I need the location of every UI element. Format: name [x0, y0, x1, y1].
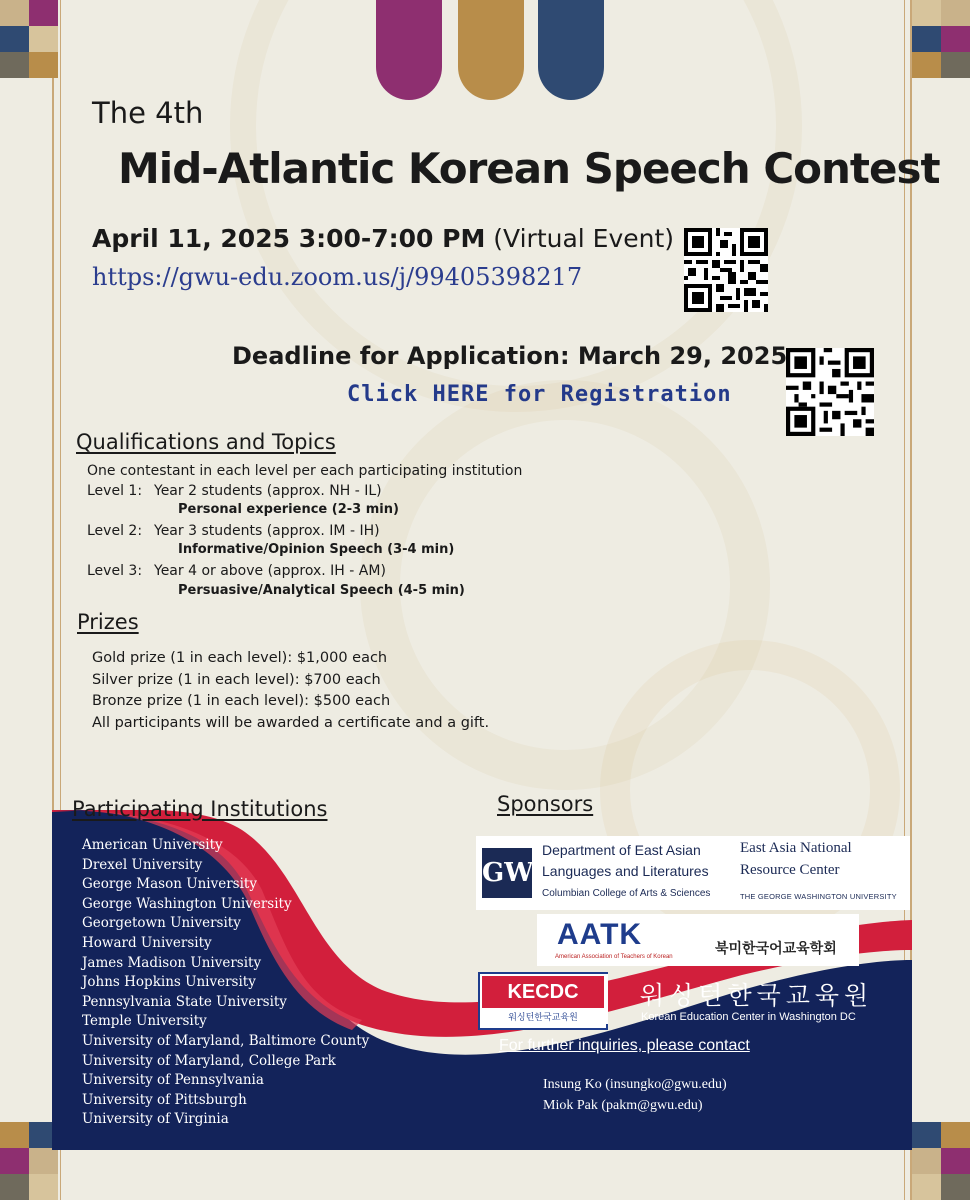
prize-silver: Silver prize (1 in each level): $700 each: [92, 671, 381, 688]
event-date-note: (Virtual Event): [493, 224, 675, 253]
edition-label: The 4th: [92, 96, 204, 130]
level-3-topic: Persuasive/Analytical Speech (4-5 min): [178, 583, 465, 598]
level-1-description: Year 2 students (approx. NH - IL): [154, 483, 382, 499]
kecdc-logo: [478, 972, 608, 1030]
application-deadline: Deadline for Application: March 29, 2025: [232, 342, 788, 370]
gw-center-line2: Resource Center: [740, 862, 840, 878]
level-1-topic: Personal experience (2-3 min): [178, 502, 399, 517]
kecdc-english-name: Korean Education Center in Washington DC: [641, 1011, 856, 1023]
decorative-pill-gold: [458, 0, 524, 100]
list-item: University of Virginia: [82, 1111, 229, 1128]
gw-dept-line1: Department of East Asian: [542, 842, 701, 858]
decorative-pill-navy: [538, 0, 604, 100]
institution-list: [82, 836, 369, 1130]
kecdc-korean-name: 워싱턴한국교육원: [640, 981, 874, 1010]
list-item: George Washington University: [82, 895, 292, 912]
prize-bronze: Bronze prize (1 in each level): $500 each: [92, 693, 391, 709]
list-item: University of Pittsburgh: [82, 1091, 247, 1108]
event-date-time: April 11, 2025 3:00-7:00 PM: [92, 224, 486, 253]
kecdc-divider: [606, 974, 608, 1024]
aatk-korean-name: 북미한국어교육학회: [715, 941, 837, 957]
gw-dept-line3: Columbian College of Arts & Sciences: [542, 888, 711, 899]
zoom-qr-code[interactable]: [684, 228, 768, 312]
aatk-subtitle: American Association of Teachers of Korean: [555, 954, 673, 960]
list-item: Johns Hopkins University: [82, 974, 256, 991]
qualifications-heading: Qualifications and Topics: [76, 430, 336, 454]
contact-heading: For further inquiries, please contact: [499, 1037, 750, 1054]
list-item: Temple University: [82, 1013, 207, 1030]
aatk-logo: AATK: [557, 918, 643, 951]
level-3-label: Level 3:: [87, 563, 143, 579]
level-3-description: Year 4 or above (approx. IH - AM): [154, 563, 386, 579]
corner-block-bottom-right: [912, 1122, 970, 1200]
list-item: American University: [82, 837, 223, 853]
contact-person: Miok Pak (pakm@gwu.edu): [543, 1098, 703, 1113]
registration-qr-code[interactable]: [786, 348, 874, 436]
institutions-heading: Participating Institutions: [72, 797, 328, 821]
gw-center-line3: THE GEORGE WASHINGTON UNIVERSITY: [740, 892, 897, 901]
list-item: University of Pennsylvania: [82, 1072, 264, 1089]
list-item: James Madison University: [82, 954, 262, 971]
list-item: Pennsylvania State University: [82, 993, 287, 1010]
list-item: George Mason University: [82, 876, 257, 893]
prize-gold: Gold prize (1 in each level): $1,000 each: [92, 650, 388, 666]
prize-participants: All participants will be awarded a certificate and a gift.: [92, 714, 490, 731]
kecdc-logo-subtext: 워싱턴한국교육원: [508, 1013, 578, 1023]
list-item: Drexel University: [82, 856, 203, 873]
page-title: Mid-Atlantic Korean Speech Contest: [118, 144, 940, 193]
gw-logo: GW: [482, 848, 532, 898]
level-2-topic: Informative/Opinion Speech (3-4 min): [178, 542, 455, 557]
registration-link[interactable]: Click HERE for Registration: [347, 382, 732, 407]
level-1-label: Level 1:: [87, 483, 143, 499]
level-2-description: Year 3 students (approx. IM - IH): [154, 523, 380, 539]
qualifications-intro: One contestant in each level per each participating institution: [87, 463, 523, 479]
list-item: University of Maryland, College Park: [82, 1052, 336, 1069]
list-item: Georgetown University: [82, 915, 241, 932]
prize-list: [92, 648, 489, 734]
corner-block-top-right: [912, 0, 970, 78]
kecdc-logo-text: KECDC: [482, 976, 604, 1008]
aatk-sponsor-logo: [537, 914, 859, 966]
list-item: University of Maryland, Baltimore County: [82, 1032, 370, 1049]
corner-block-bottom-left: [0, 1122, 58, 1200]
zoom-link[interactable]: https://gwu-edu.zoom.us/j/99405398217: [92, 263, 583, 291]
gw-center-line1: East Asia National: [740, 840, 852, 856]
contact-list: [543, 1074, 727, 1116]
decorative-pill-purple: [376, 0, 442, 100]
event-date: [92, 224, 674, 253]
gw-sponsor-logo: [476, 836, 910, 910]
sponsors-heading: Sponsors: [497, 792, 594, 816]
gw-dept-line2: Languages and Literatures: [542, 863, 709, 879]
list-item: Howard University: [82, 934, 212, 951]
prizes-heading: Prizes: [77, 610, 139, 634]
contact-person: Insung Ko (insungko@gwu.edu): [543, 1077, 727, 1092]
corner-block-top-left: [0, 0, 58, 78]
level-2-label: Level 2:: [87, 523, 143, 539]
